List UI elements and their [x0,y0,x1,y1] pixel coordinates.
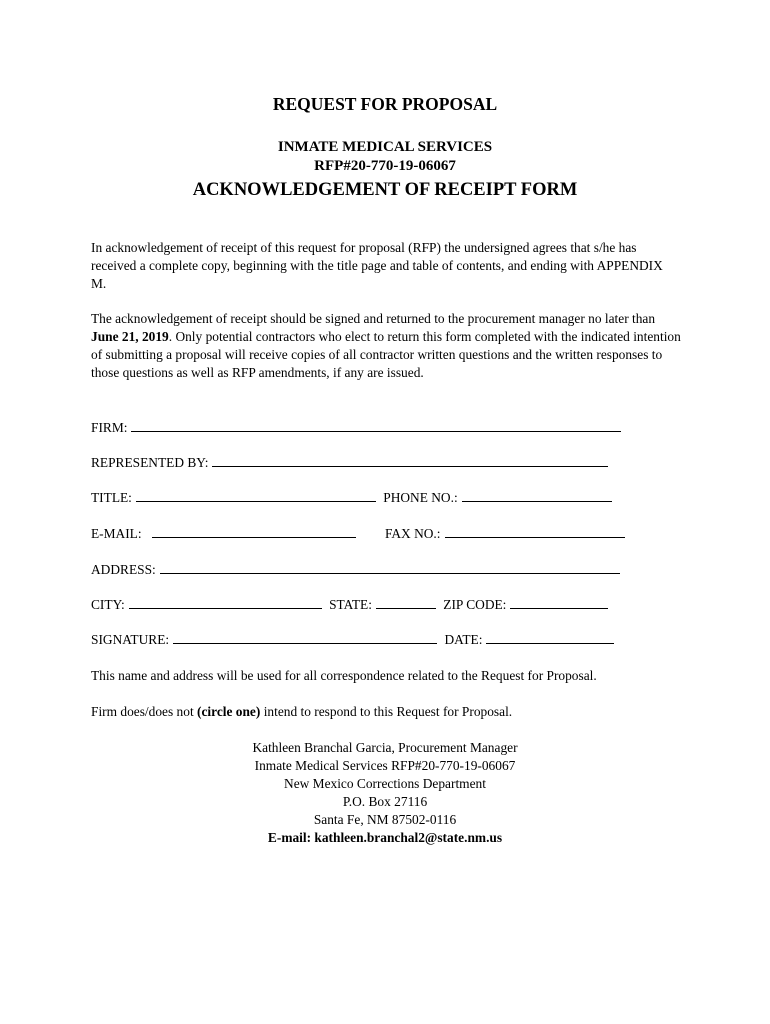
title-field[interactable] [136,489,376,502]
represented-by-field[interactable] [212,454,608,467]
represented-by-row [91,454,608,472]
signature-label: SIGNATURE: [91,632,170,647]
address-row [91,561,620,579]
fax-label: FAX NO.: [384,526,441,541]
contact-department: New Mexico Corrections Department [284,776,486,791]
form-title: ACKNOWLEDGEMENT OF RECEIPT FORM [192,180,578,200]
contact-name: Kathleen Branchal Garcia, Procurement Manager [252,740,518,755]
address-field[interactable] [160,561,620,574]
address-label: ADDRESS: [91,562,156,577]
document-title: REQUEST FOR PROPOSAL [272,94,498,114]
intent-text-after: intend to respond to this Request for Proposal. [260,704,513,719]
city-state-zip-row [91,596,608,614]
state-field[interactable] [376,596,436,609]
city-label: CITY: [91,597,125,612]
zip-field[interactable] [510,596,608,609]
intent-note [91,703,512,721]
state-label: STATE: [329,597,372,612]
represented-by-label: REPRESENTED BY: [91,455,209,470]
email-fax-row [91,525,625,543]
email-label: E-MAIL: [91,526,142,541]
title-label: TITLE: [91,490,132,505]
contact-po-box: P.O. Box 27116 [342,794,428,809]
firm-field[interactable] [131,419,621,432]
phone-label: PHONE NO.: [383,490,458,505]
phone-field[interactable] [462,489,612,502]
rfp-number: RFP#20-770-19-06067 [314,158,456,174]
fax-field[interactable] [445,525,625,538]
deadline-date: June 21, 2019 [91,329,169,344]
email-field[interactable] [152,525,356,538]
contact-block [0,739,770,847]
city-field[interactable] [129,596,322,609]
firm-row [91,419,621,437]
correspondence-note: This name and address will be used for all correspondence related to the Request for Proposal. [91,668,597,683]
date-field[interactable] [486,631,614,644]
contact-email: E-mail: kathleen.branchal2@state.nm.us [267,830,503,845]
intro-paragraph: In acknowledgement of receipt of this request for proposal (RFP) the undersigned agrees that s/he has received a complete copy, beginning with the title page and table of contents, and ending with APPENDIX M. [91,240,663,291]
services-line: INMATE MEDICAL SERVICES [277,139,493,155]
contact-city: Santa Fe, NM 87502-0116 [313,812,457,827]
zip-label: ZIP CODE: [443,597,507,612]
date-label: DATE: [444,632,483,647]
intent-text-before: Firm does/does not [91,704,198,719]
signature-field[interactable] [173,631,437,644]
deadline-text-after: . Only potential contractors who elect to return this form completed with the indicated intention of submitting a proposal will receive copies of all contractor written questions and the written responses to those questions as well as RFP amendments, if any are issued. [91,329,681,380]
firm-label: FIRM: [91,420,128,435]
deadline-text-before: The acknowledgement of receipt should be signed and returned to the procurement manager no later than [91,311,656,326]
contact-project: Inmate Medical Services RFP#20-770-19-06067 [254,758,516,773]
document-subtitle [0,138,770,176]
deadline-paragraph [91,310,681,382]
intent-circle-one: (circle one) [197,704,261,719]
title-phone-row [91,489,612,507]
signature-date-row [91,631,614,649]
